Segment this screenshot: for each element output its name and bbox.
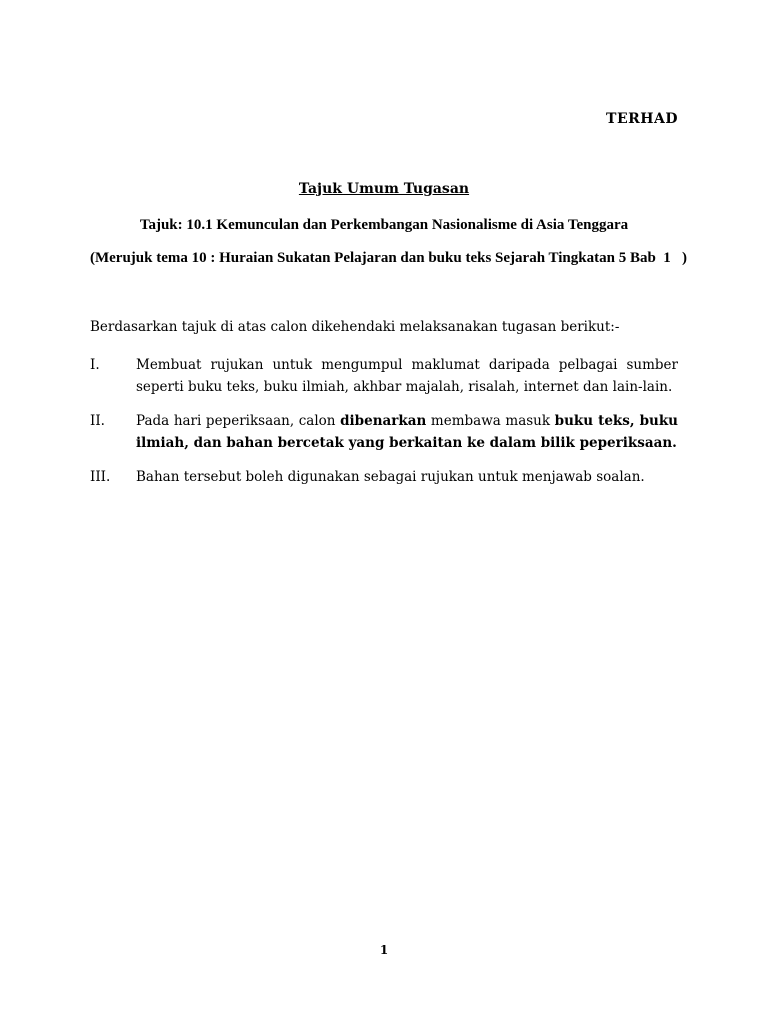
document-heading: Tajuk Umum Tugasan <box>298 181 470 197</box>
item-number: III. <box>90 469 111 485</box>
item-text-part: membawa masuk <box>426 413 555 429</box>
page-number: 1 <box>379 943 389 957</box>
item-text <box>136 410 678 454</box>
item-text-part: Pada hari peperiksaan, calon <box>136 413 341 429</box>
item-text-emphasis: buku teks, buku ilmiah, dan bahan bercetak yang berkaitan ke dalam bilik peperiksaan. <box>136 413 678 451</box>
item-number: I. <box>90 357 100 373</box>
item-text-emphasis: dibenarkan <box>340 413 427 429</box>
task-item-3 <box>90 466 678 488</box>
intro-paragraph: Berdasarkan tajuk di atas calon dikehendaki melaksanakan tugasan berikut:- <box>90 319 620 335</box>
item-text: Bahan tersebut boleh digunakan sebagai rujukan untuk menjawab soalan. <box>136 469 645 485</box>
item-number: II. <box>90 413 105 429</box>
document-subtitle: Tajuk: 10.1 Kemunculan dan Perkembangan Nasionalisme di Asia Tenggara <box>139 217 629 233</box>
classification-label: TERHAD <box>606 111 678 127</box>
task-item-1 <box>90 354 678 398</box>
reference-note: (Merujuk tema 10 : Huraian Sukatan Pelajaran dan buku teks Sejarah Tingkatan 5 Bab 1 ) <box>90 250 688 266</box>
item-text: Membuat rujukan untuk mengumpul maklumat daripada pelbagai sumber seperti buku teks, buku ilmiah, akhbar majalah, risalah, internet dan lain-lain. <box>136 357 678 395</box>
task-item-2 <box>90 410 678 454</box>
